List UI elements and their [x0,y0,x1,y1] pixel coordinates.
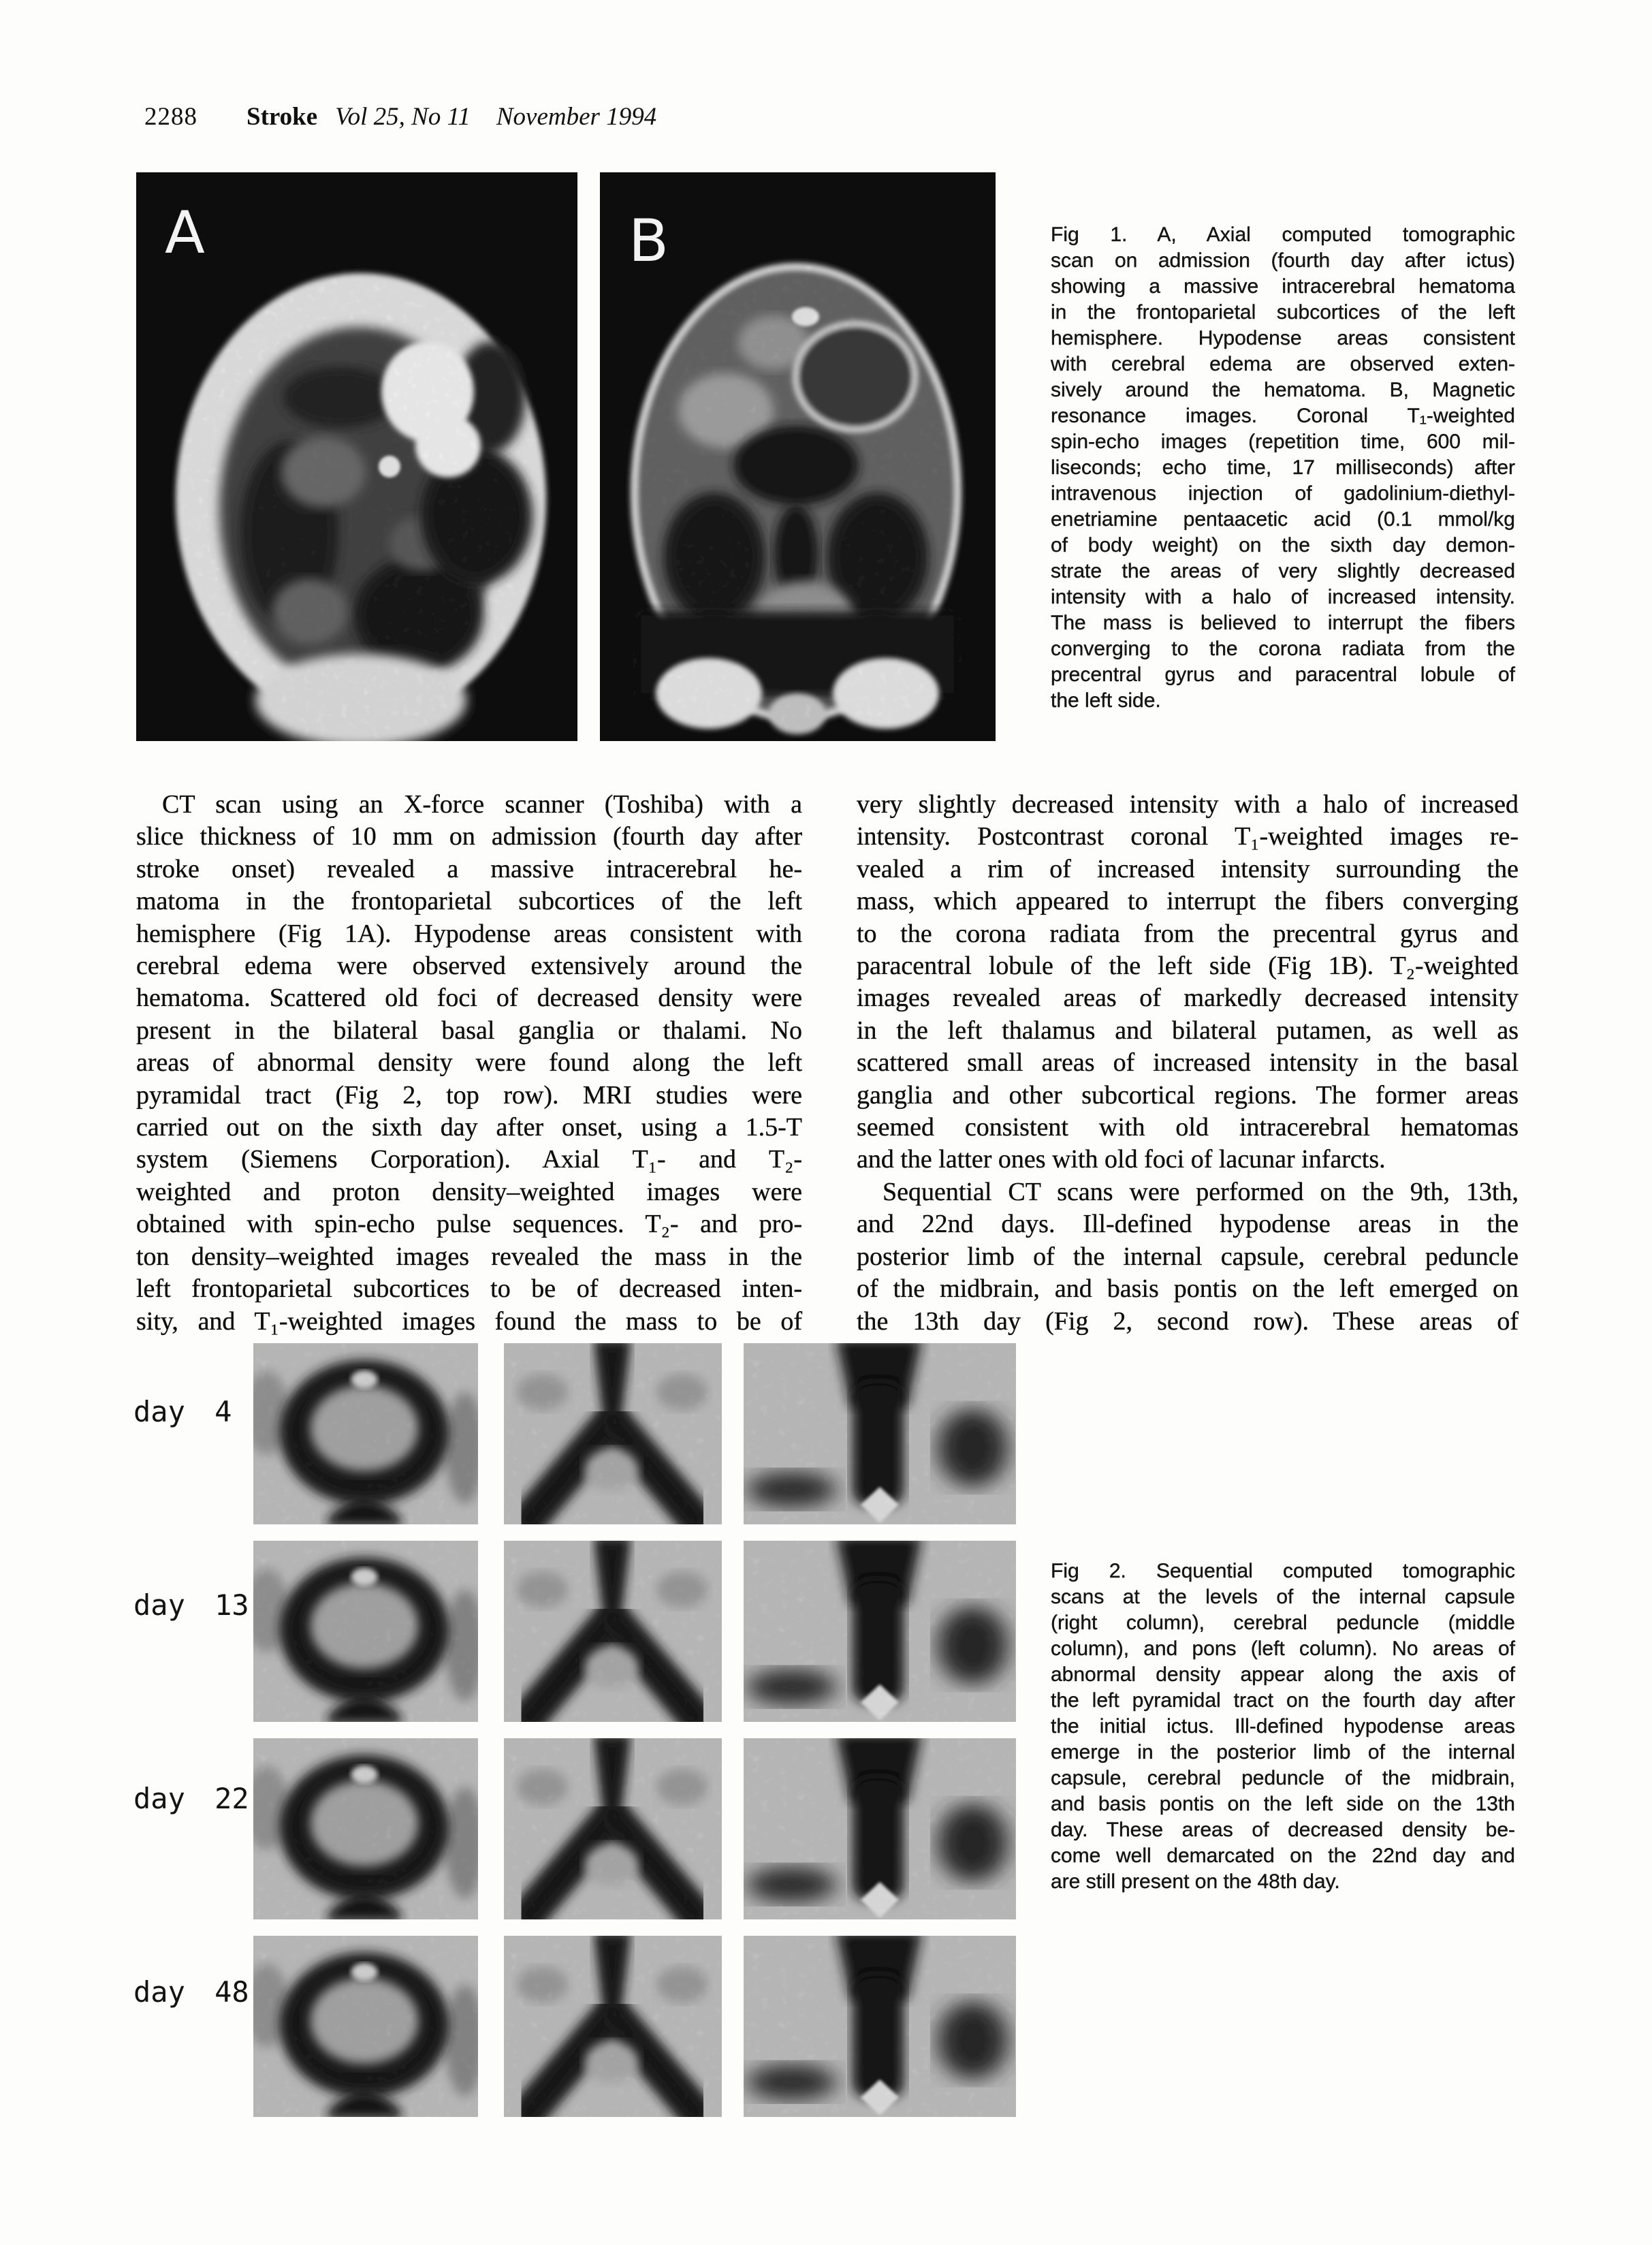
fig2-row-label-day-48: day 48 [133,1975,249,2009]
fig1-caption-line: enetriamine pentaacetic acid (0.1 mmol/kg [1051,508,1515,531]
journal-name: Stroke [247,103,318,131]
page-header [144,102,656,132]
body-text-left-column [136,789,802,1338]
fig2-row-label-day-13: day 13 [133,1588,249,1622]
body-text-line: ganglia and other subcortical regions. The former areas [857,1080,1519,1110]
body-text-line: obtained with spin-echo pulse sequences. T₂- and pro- [136,1210,802,1239]
body-text-line: sity, and T₁-weighted images found the mass to be of [136,1306,802,1336]
fig2-caption-line: the left pyramidal tract on the fourth day after [1051,1689,1515,1712]
page-number: 2288 [144,103,197,131]
fig2-row-label-day-22: day 22 [133,1782,249,1815]
fig2-caption-line: come well demarcated on the 22nd day and [1051,1844,1515,1867]
body-text-line: pyramidal tract (Fig 2, top row). MRI studies were [136,1080,802,1110]
body-text-line: the 13th day (Fig 2, second row). These areas of [857,1306,1519,1336]
body-text-line: posterior limb of the internal capsule, cerebral peduncle [857,1242,1519,1271]
body-text-line: vealed a rim of increased intensity surrounding the [857,854,1519,883]
issue-date: November 1994 [496,103,657,131]
body-text-line: slice thickness of 10 mm on admission (fourth day after [136,822,802,851]
fig1-caption-line: spin-echo images (repetition time, 600 mil- [1051,430,1515,453]
body-text-line: and 22nd days. Ill-defined hypodense areas in the [857,1210,1519,1239]
body-text-line: to the corona radiata from the precentral gyrus and [857,919,1519,948]
body-text-line: very slightly decreased intensity with a halo of increased [857,790,1519,819]
fig2-scan-internal-capsule-day13 [744,1541,1016,1722]
fig1-caption-line: in the frontoparietal subcortices of the left [1051,301,1515,324]
fig1-image-b-coronal-mri [600,172,996,741]
fig1-caption-line: the left side. [1051,689,1161,712]
body-text-line: CT scan using an X-force scanner (Toshiba) with a [136,790,802,819]
fig2-scan-pons-day48 [253,1936,478,2117]
body-text-line: images revealed areas of markedly decreased intensity [857,984,1519,1013]
fig1-caption-line: hemisphere. Hypodense areas consistent [1051,327,1515,349]
fig2-scan-internal-capsule-day48 [744,1936,1016,2117]
fig2-scan-pons-day22 [253,1738,478,1919]
fig2-scan-pons-day13 [253,1541,478,1722]
body-text-line: paracentral lobule of the left side (Fig 1B). T₂-weighted [857,952,1519,981]
fig2-scan-internal-capsule-day22 [744,1738,1016,1919]
body-text-line: in the left thalamus and bilateral putamen, as well as [857,1016,1519,1045]
fig1-panel-label-a: A [165,199,205,267]
body-text-line: intensity. Postcontrast coronal T₁-weighted images re- [857,822,1519,851]
fig2-scan-peduncle-day13 [504,1541,722,1722]
fig1-caption-line: intensity with a halo of increased intensity. [1051,586,1515,608]
body-text-line: system (Siemens Corporation). Axial T₁- and T₂- [136,1145,802,1174]
fig1-caption-line: of body weight) on the sixth day demon- [1051,534,1515,556]
fig1-caption-line: precentral gyrus and paracentral lobule of [1051,663,1515,686]
fig1-caption-line: strate the areas of very slightly decreased [1051,560,1515,582]
body-text-line: left frontoparietal subcortices to be of decreased inten- [136,1274,802,1304]
fig1-panel-label-b: B [629,207,669,275]
body-text-line: ton density–weighted images revealed the mass in the [136,1242,802,1271]
fig1-image-a-axial-ct-scan [136,172,577,741]
fig2-row-label-day-4: day 4 [133,1395,232,1428]
fig2-caption-line: and basis pontis on the left side on the 13th [1051,1793,1515,1815]
fig2-caption-line: column), and pons (left column). No areas of [1051,1637,1515,1660]
fig2-caption-line: the initial ictus. Ill-defined hypodense areas [1051,1715,1515,1738]
fig1-caption-line: resonance images. Coronal T₁-weighted [1051,405,1515,427]
body-text-right-column [857,789,1519,1338]
fig2-caption-line: scans at the levels of the internal capsule [1051,1586,1515,1608]
fig2-scan-peduncle-day4 [504,1343,722,1524]
fig2-caption-line: are still present on the 48th day. [1051,1870,1340,1893]
body-text-line: scattered small areas of increased intensity in the basal [857,1048,1519,1078]
volume-issue: Vol 25, No 11 [335,103,471,131]
body-text-line: cerebral edema were observed extensively around the [136,952,802,981]
body-text-line: Sequential CT scans were performed on the 9th, 13th, [857,1177,1519,1206]
fig2-caption-line: emerge in the posterior limb of the internal [1051,1741,1515,1763]
fig2-scan-pons-day4 [253,1343,478,1524]
fig1-caption-line: intravenous injection of gadolinium-diethyl- [1051,482,1515,505]
fig2-caption-line: abnormal density appear along the axis of [1051,1663,1515,1686]
body-text-line: mass, which appeared to interrupt the fibers converging [857,887,1519,916]
body-text-line: areas of abnormal density were found along the left [136,1048,802,1078]
body-text-line: of the midbrain, and basis pontis on the left emerged on [857,1274,1519,1304]
fig1-caption-line: The mass is believed to interrupt the fibers [1051,612,1515,634]
fig1-caption-line: with cerebral edema are observed exten- [1051,353,1515,375]
fig1-caption-line: scan on admission (fourth day after ictus) [1051,249,1515,272]
body-text-line: seemed consistent with old intracerebral hematomas [857,1113,1519,1142]
fig2-caption-line: (right column), cerebral peduncle (middle [1051,1612,1515,1634]
fig2-caption-line: day. These areas of decreased density be- [1051,1819,1515,1841]
fig2-caption-line: capsule, cerebral peduncle of the midbrain, [1051,1767,1515,1789]
body-text-line: hematoma. Scattered old foci of decreased density were [136,984,802,1013]
fig2-caption-line: Fig 2. Sequential computed tomographic [1051,1560,1515,1582]
fig1-caption-line: converging to the corona radiata from the [1051,638,1515,660]
body-text-line: carried out on the sixth day after onset, using a 1.5-T [136,1113,802,1142]
body-text-line: hemisphere (Fig 1A). Hypodense areas consistent with [136,919,802,948]
fig1-caption-line: sively around the hematoma. B, Magnetic [1051,379,1515,401]
fig2-scan-peduncle-day48 [504,1936,722,2117]
fig2-scan-internal-capsule-day4 [744,1343,1016,1524]
fig1-caption-line: liseconds; echo time, 17 milliseconds) after [1051,456,1515,479]
fig1-caption [1051,222,1515,714]
fig2-caption [1051,1558,1515,1895]
body-text-line: matoma in the frontoparietal subcortices of the left [136,887,802,916]
body-text-line: present in the bilateral basal ganglia or thalami. No [136,1016,802,1045]
fig1-caption-line: Fig 1. A, Axial computed tomographic [1051,223,1515,246]
body-text-line: stroke onset) revealed a massive intracerebral he- [136,854,802,883]
fig1-caption-line: showing a massive intracerebral hematoma [1051,275,1515,298]
fig2-scan-peduncle-day22 [504,1738,722,1919]
body-text-line: weighted and proton density–weighted images were [136,1177,802,1206]
body-text-line: and the latter ones with old foci of lacunar infarcts. [857,1145,1386,1174]
